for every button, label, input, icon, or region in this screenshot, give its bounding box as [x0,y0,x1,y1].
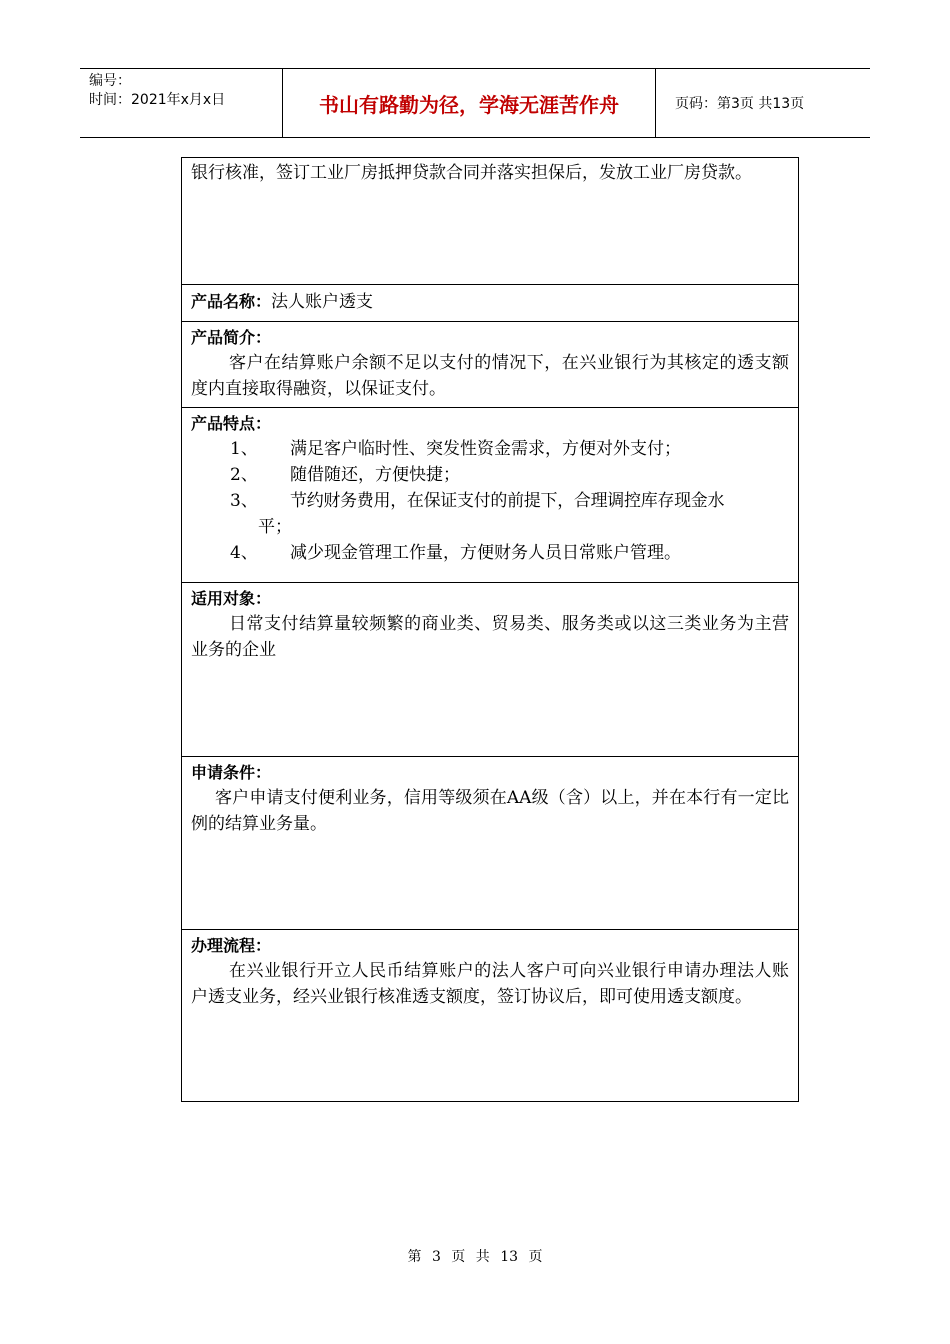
feature-text: 随借随还，方便快捷； [290,465,460,485]
page-footer: 第 3 页 共 13 页 [407,1249,543,1265]
feature-item [182,488,798,540]
summary-heading: 产品简介： [191,328,272,347]
feature-number: 2、 [230,465,258,485]
features-heading: 产品特点： [191,414,272,433]
feature-text: 节约财务费用，在保证支付的前提下，合理调控库存现金水 [290,491,725,511]
header-motto: 书山有路勤为径，学海无涯苦作舟 [283,69,656,137]
conditions-text: 客户申请支付便利业务，信用等级须在AA级（含）以上，并在本行有一定比例的结算业务量。 [191,788,789,834]
intro-continuation-text: 银行核准，签订工业厂房抵押贷款合同并落实担保后，发放工业厂房贷款。 [191,163,752,183]
feature-text-continued: 平； [258,517,292,537]
page-header [80,68,870,138]
target-heading: 适用对象： [191,589,272,608]
feature-item [182,462,798,488]
section-conditions [182,756,798,929]
feature-text: 减少现金管理工作量，方便财务人员日常账户管理。 [290,543,681,563]
header-page-info [665,69,870,137]
target-text: 日常支付结算量较频繁的商业类、贸易类、服务类或以这三类业务为主营业务的企业 [191,614,789,660]
time-label: 时间：2021年x月x日 [89,92,226,108]
section-product-name [182,284,798,321]
product-name-value: 法人账户透支 [271,292,374,312]
feature-item [182,540,798,566]
page-info-text: 页码：第3页 共13页 [675,96,805,112]
section-intro-continuation [182,158,798,284]
section-features [182,407,798,582]
product-name-label: 产品名称： [191,292,272,311]
feature-item [182,436,798,462]
serial-label: 编号： [89,73,131,89]
section-target [182,582,798,756]
feature-number: 1、 [230,439,258,459]
section-summary [182,321,798,407]
product-name-row [182,285,798,315]
section-process [182,929,798,1101]
feature-number: 3、 [230,491,258,511]
process-heading: 办理流程： [191,936,272,955]
product-table [181,157,799,1102]
summary-text: 客户在结算账户余额不足以支付的情况下，在兴业银行为其核定的透支额度内直接取得融资，以保证支付。 [191,353,789,399]
conditions-heading: 申请条件： [191,763,272,782]
feature-text: 满足客户临时性、突发性资金需求，方便对外支付； [290,439,681,459]
process-text: 在兴业银行开立人民币结算账户的法人客户可向兴业银行申请办理法人账户透支业务，经兴业银行核准透支额度，签订协议后，即可使用透支额度。 [191,961,789,1007]
header-meta-cell [80,69,283,137]
feature-number: 4、 [230,543,258,563]
